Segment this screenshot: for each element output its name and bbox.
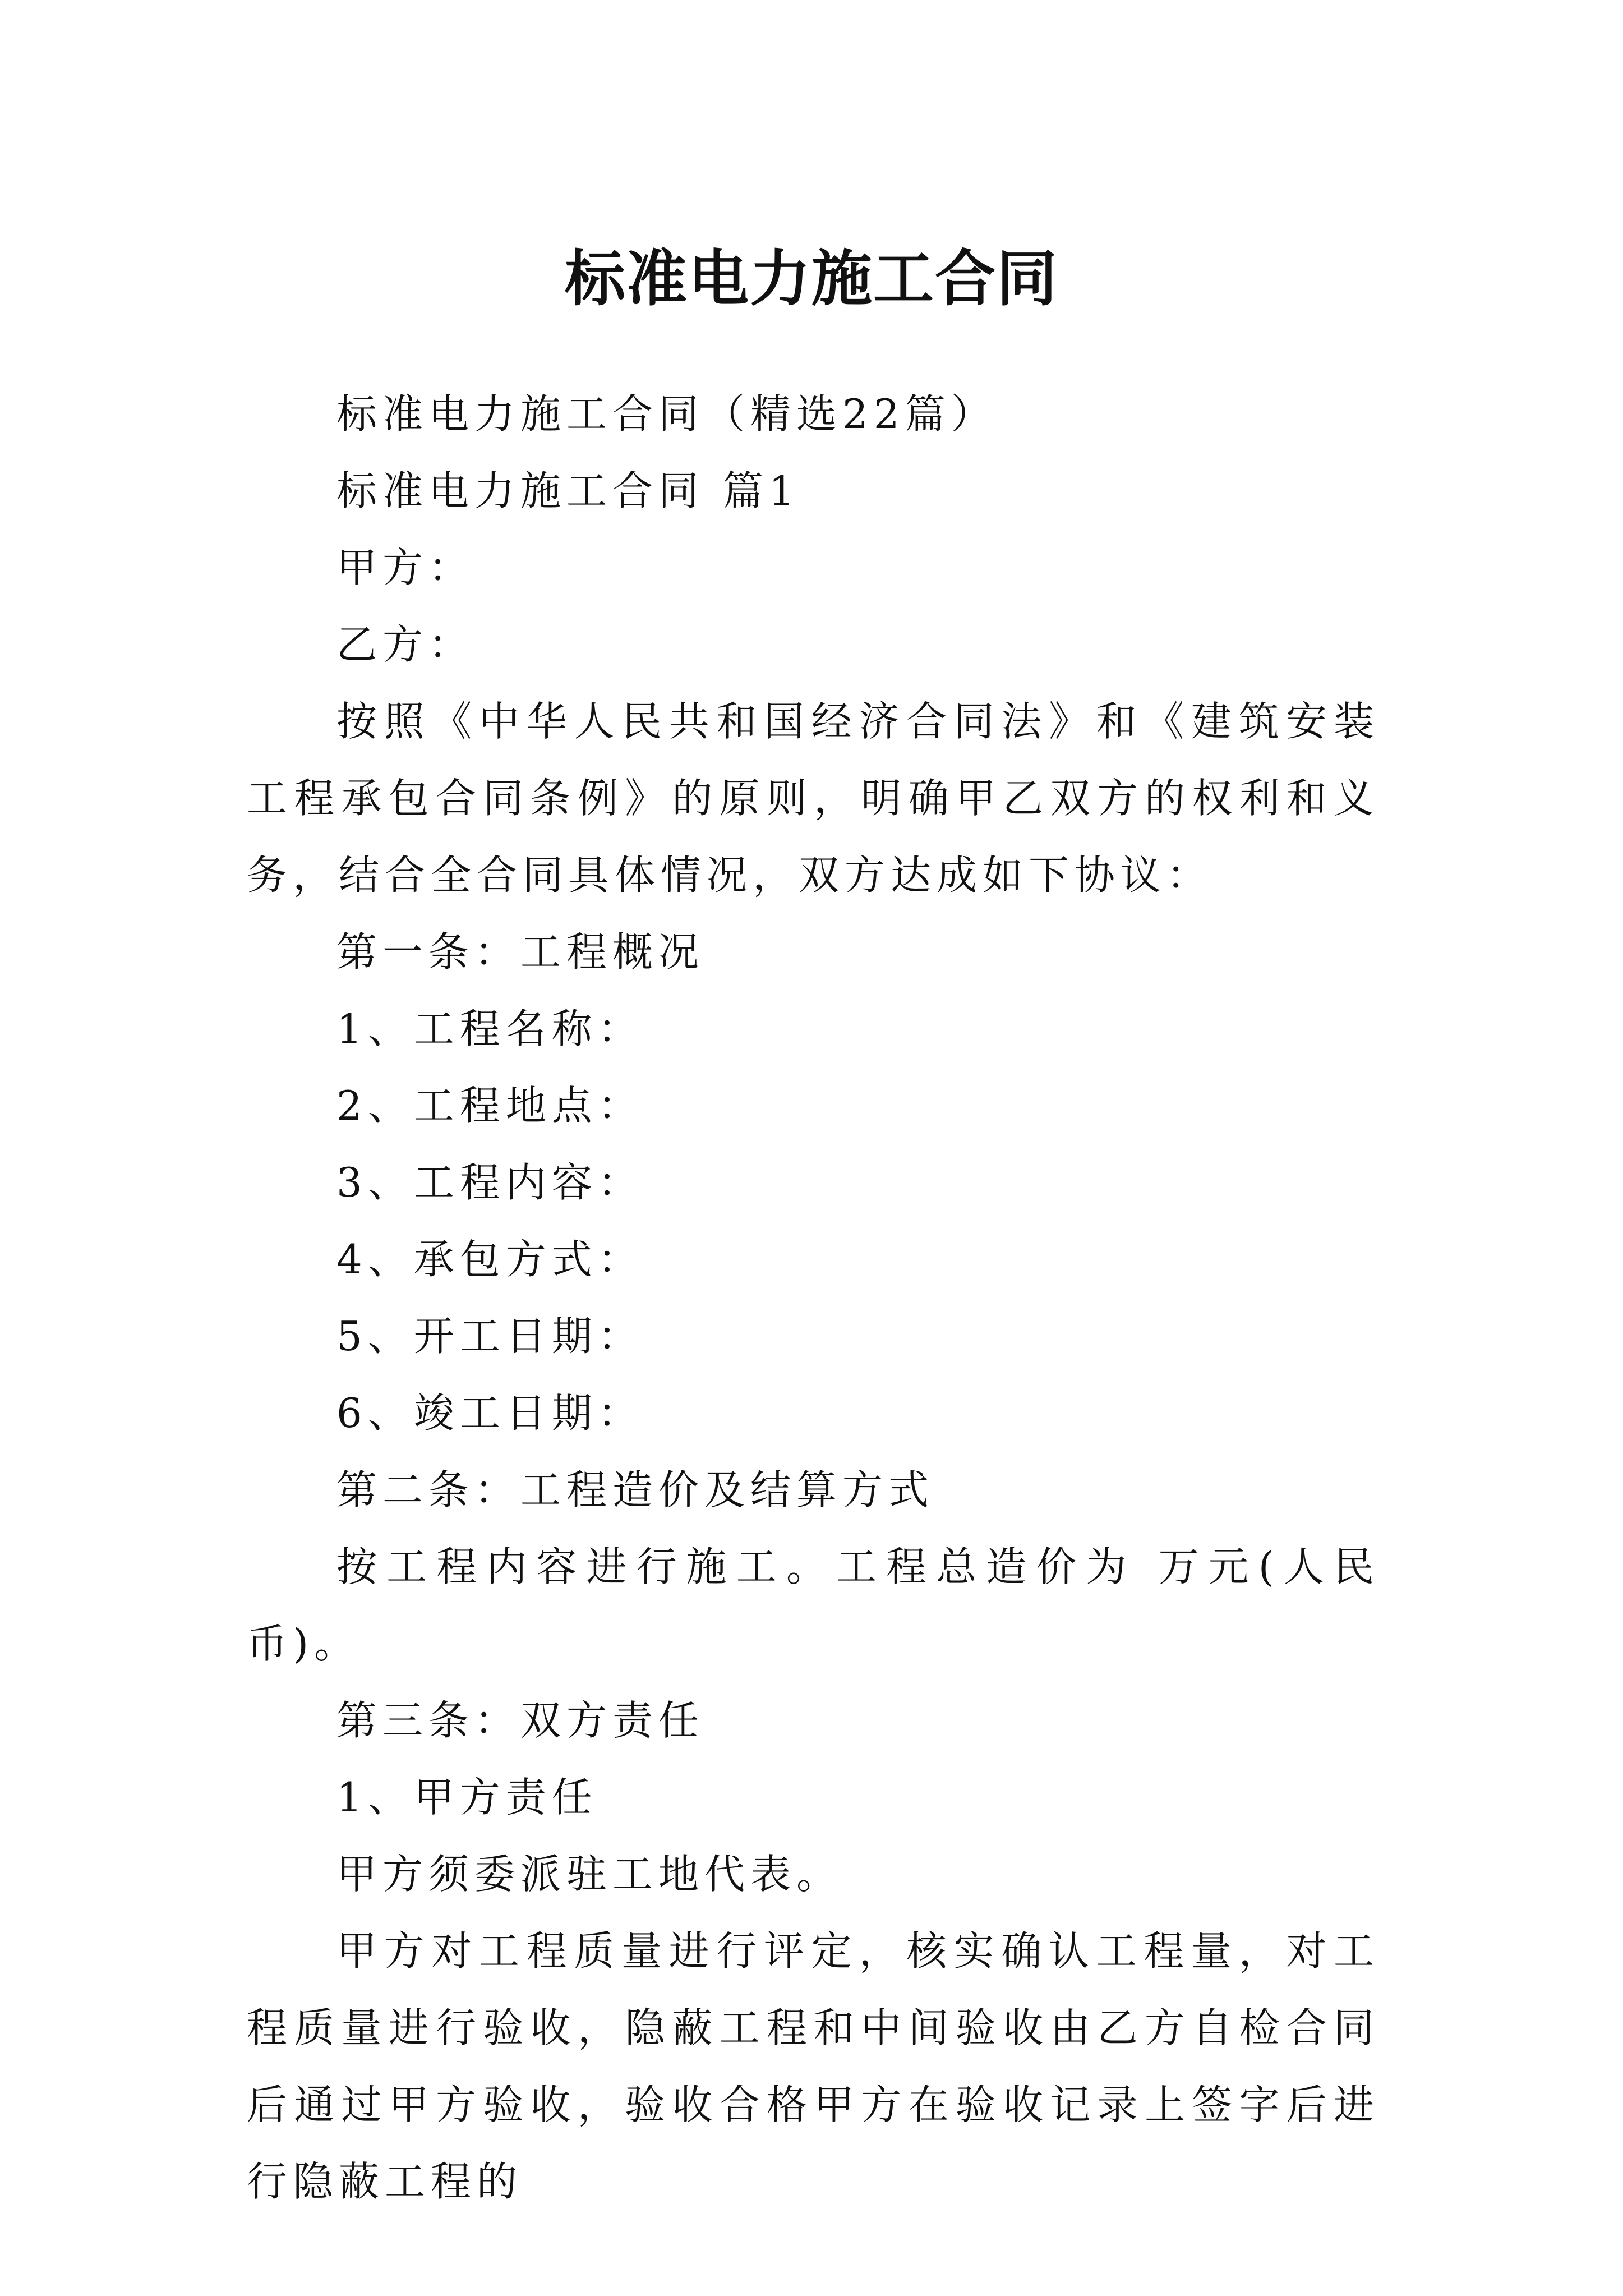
paragraph-party-b: 乙方： [336,621,475,668]
paragraph-article-2: 第二条：工程造价及结算方式 [336,1466,935,1513]
document-body [247,376,1380,2220]
paragraph-project-content: 3、工程内容： [336,1159,644,1206]
paragraph-party-a: 甲方： [336,544,475,591]
paragraph-completion-date: 6、竣工日期： [336,1389,644,1437]
paragraph-section-heading: 标准电力施工合同 篇1 [336,467,800,514]
paragraph-article-3: 第三条：双方责任 [336,1697,705,1744]
paragraph-article-1: 第一条：工程概况 [336,928,705,976]
paragraph-quality-inspection: 甲方对工程质量进行评定，核实确认工程量，对工程质量进行验收，隐蔽工程和中间验收由乙方自检合同后通过甲方验收，验收合格甲方在验收记录上签字后进行隐蔽工程的 [247,1927,1380,2205]
paragraph-site-representative: 甲方须委派驻工地代表。 [336,1851,843,1898]
document-title: 标准电力施工合同 [564,243,1058,315]
paragraph-project-location: 2、工程地点： [336,1082,644,1129]
paragraph-project-name: 1、工程名称： [336,1005,644,1052]
paragraph-subtitle: 标准电力施工合同（精选22篇） [336,390,997,438]
paragraph-contract-method: 4、承包方式： [336,1236,644,1283]
paragraph-party-a-duty: 1、甲方责任 [336,1774,598,1821]
paragraph-preamble: 按照《中华人民共和国经济合同法》和《建筑安装工程承包合同条例》的原则，明确甲乙双方的权利和义务，结合全合同具体情况，双方达成如下协议： [247,698,1380,899]
paragraph-start-date: 5、开工日期： [336,1313,644,1360]
paragraph-total-cost: 按工程内容进行施工。工程总造价为 万元(人民币)。 [247,1543,1380,1667]
